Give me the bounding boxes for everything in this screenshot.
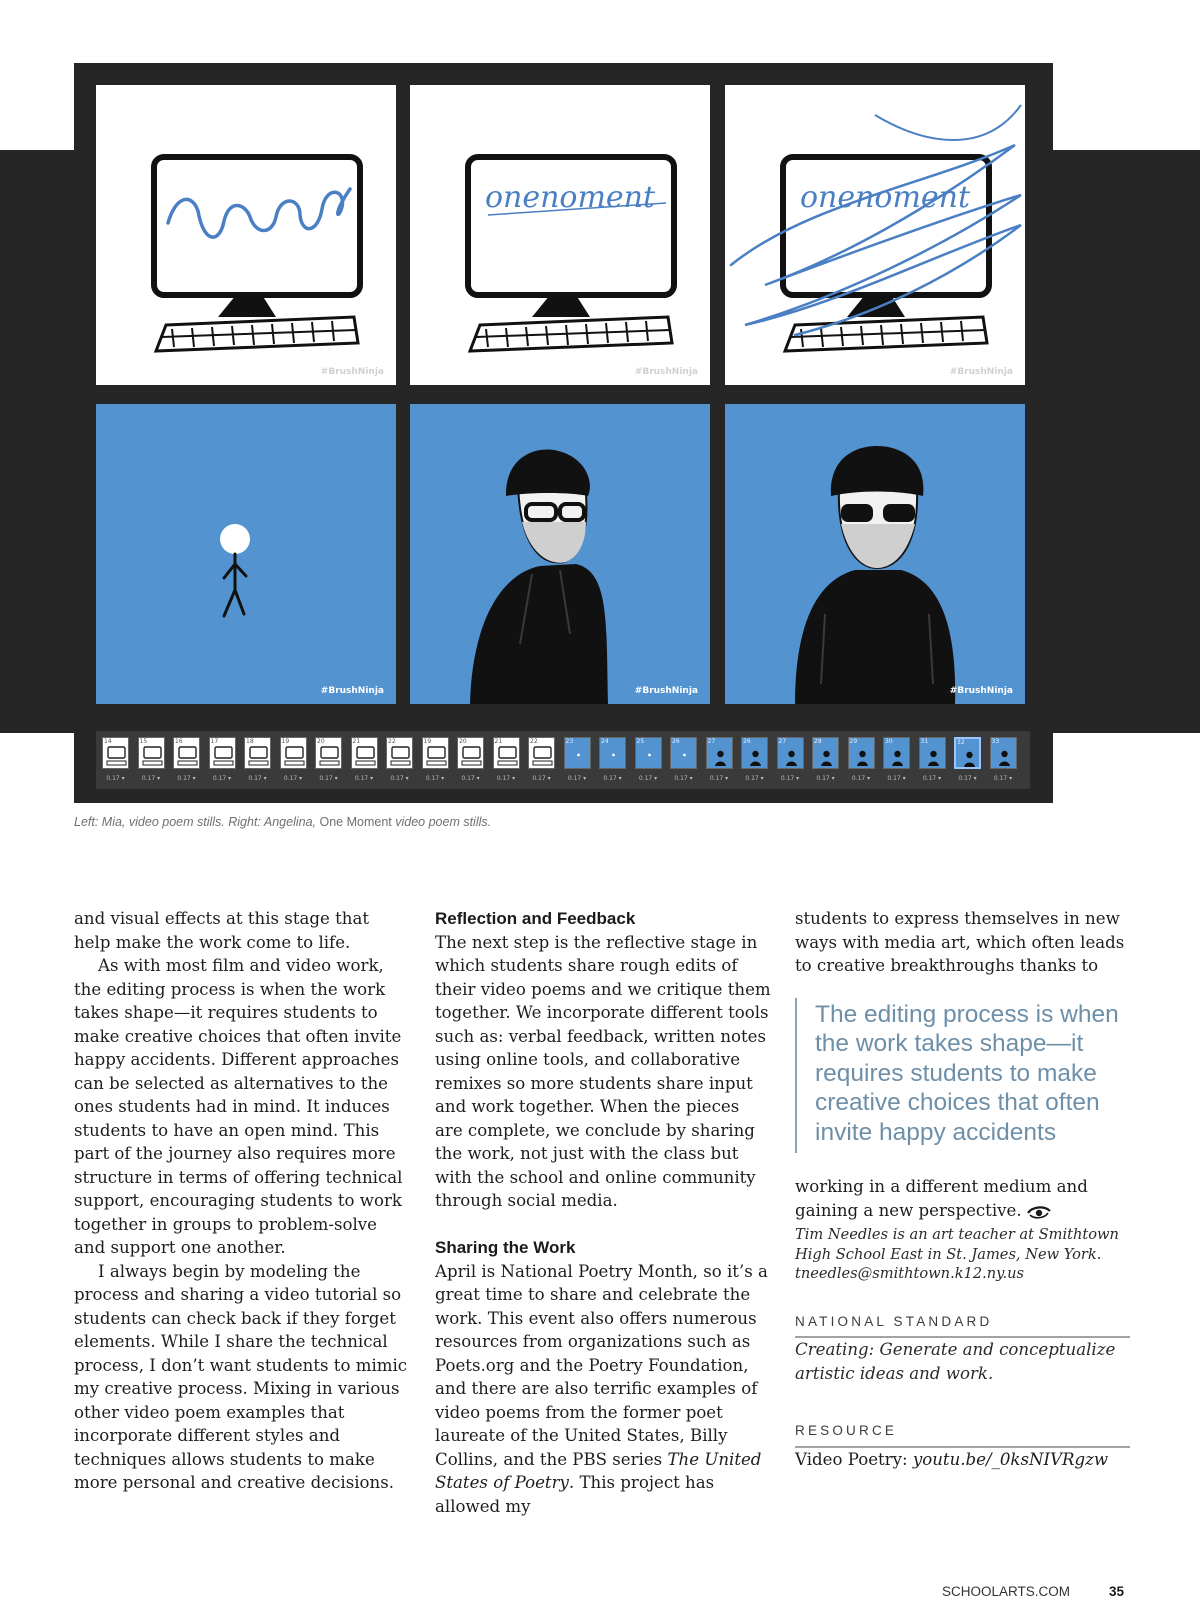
caption-text-2: video poem stills. — [391, 815, 492, 829]
timeline-frame-number: 22 — [388, 738, 396, 745]
timeline-frame-number: 27 — [707, 738, 716, 745]
page-number: 35 — [1109, 1584, 1125, 1599]
monitor-scribble-drawing — [96, 85, 396, 385]
timeline-frame-number: 29 — [849, 738, 858, 745]
timeline-frame[interactable] — [706, 737, 733, 769]
timeline-frame[interactable] — [422, 737, 449, 769]
timeline-frame-duration[interactable]: 0.17 ▾ — [283, 775, 303, 782]
timeline-frame[interactable] — [670, 737, 697, 769]
still-portrait-front — [725, 404, 1025, 704]
timeline-frame-duration[interactable]: 0.17 ▾ — [816, 775, 835, 782]
caption-work-title: One Moment — [319, 815, 392, 829]
timeline-frame-number: 26 — [672, 738, 680, 745]
timeline-frame-number: 17 — [210, 738, 219, 745]
section-heading-reflection: Reflection and Feedback — [435, 909, 636, 928]
brushninja-watermark: #BrushNinja — [320, 367, 384, 377]
still-monitor-onenoment — [410, 85, 710, 385]
timeline-frame[interactable] — [777, 737, 804, 769]
timeline-frame-duration[interactable]: 0.17 ▾ — [567, 775, 587, 782]
video-poem-figure — [74, 63, 1053, 803]
timeline-frame-number: 33 — [991, 738, 1000, 745]
monitor-onenoment-drawing — [410, 85, 710, 385]
resource-text — [795, 1448, 1130, 1472]
timeline-frame-duration[interactable]: 0.17 ▾ — [319, 775, 338, 782]
screen-handwriting: onenoment — [799, 180, 971, 215]
timeline-frame-number: 21 — [494, 738, 503, 745]
paragraph: I always begin by modeling the process and sharing a video tutorial so students can check back if they forget elements. While I share the technical process, I don’t want students to mimic my creative process. Mixing in various other video poem examples that incorporate different styles and techniques allows students to make more personal and creative decisions. — [74, 1261, 408, 1492]
timeline-frame-number: 14 — [104, 738, 112, 745]
timeline-frame-number: 21 — [352, 738, 361, 745]
brushninja-watermark: #BrushNinja — [634, 367, 698, 377]
monitor-scribbled-drawing — [725, 85, 1025, 385]
timeline-frame[interactable] — [138, 737, 165, 769]
timeline-frame-number: 22 — [530, 738, 538, 745]
portrait-front-drawing — [725, 404, 1025, 704]
timeline-frame-duration[interactable]: 0.17 ▾ — [425, 775, 445, 782]
timeline-frame-number: 20 — [459, 738, 467, 745]
timeline-frame-number: 16 — [175, 738, 183, 745]
timeline-frame-number: 19 — [423, 738, 432, 745]
timeline-frame[interactable] — [315, 737, 342, 769]
timeline-frame-number: 27 — [778, 738, 787, 745]
timeline-frame[interactable] — [244, 737, 271, 769]
brushninja-watermark: #BrushNinja — [634, 686, 698, 696]
timeline-frame-number: 24 — [601, 738, 609, 745]
timeline-frame-duration[interactable]: 0.17 ▾ — [674, 775, 693, 782]
timeline-frame[interactable] — [528, 737, 555, 769]
brushninja-watermark: #BrushNinja — [949, 367, 1013, 377]
series-title: The United States of Poetry — [435, 1449, 762, 1492]
timeline-frame-number: 19 — [281, 738, 290, 745]
national-standard-label: NATIONAL STANDARD — [795, 1310, 1130, 1339]
timeline-frame-number: 23 — [565, 738, 574, 745]
timeline-frame[interactable] — [351, 737, 378, 769]
eye-end-mark-icon — [1026, 1202, 1052, 1226]
timeline-frame[interactable] — [599, 737, 626, 769]
screen-handwriting: onenoment — [484, 180, 656, 215]
timeline-frame[interactable] — [812, 737, 839, 769]
timeline-frame-duration[interactable]: 0.17 ▾ — [390, 775, 409, 782]
pull-quote: The editing process is when the work takes shape—it requires students to make creative choices that often invite happy accidents — [795, 998, 1130, 1154]
timeline-frame-duration[interactable]: 0.17 ▾ — [212, 775, 232, 782]
paragraph — [435, 1260, 771, 1519]
timeline-frame-number: 15 — [139, 738, 148, 745]
timeline-frame[interactable] — [493, 737, 520, 769]
timeline-frame-duration[interactable]: 0.17 ▾ — [922, 775, 942, 782]
timeline-frame-duration[interactable]: 0.17 ▾ — [354, 775, 374, 782]
timeline-frame-number: 26 — [743, 738, 751, 745]
timeline-frame-duration[interactable]: 0.17 ▾ — [532, 775, 551, 782]
article-column-2 — [435, 907, 771, 1518]
timeline-frame-duration[interactable]: 0.17 ▾ — [461, 775, 480, 782]
timeline-frame-duration[interactable]: 0.17 ▾ — [887, 775, 906, 782]
resource-label: RESOURCE — [795, 1419, 1130, 1448]
figure-caption — [74, 815, 491, 829]
timeline-frame[interactable] — [457, 737, 484, 769]
caption-text-1: Left: Mia, video poem stills. Right: Angelina, — [74, 815, 320, 829]
brushninja-watermark: #BrushNinja — [949, 686, 1013, 696]
paragraph-text: . This project has allowed my — [435, 1473, 715, 1516]
timeline-frame-duration[interactable]: 0.17 ▾ — [993, 775, 1013, 782]
spacer — [435, 1213, 771, 1237]
timeline-frame-number: 31 — [920, 738, 929, 745]
still-portrait-side — [410, 404, 710, 704]
timeline-frame-duration[interactable]: 0.17 ▾ — [106, 775, 125, 782]
paragraph: As with most film and video work, the editing process is when the work takes shape—it requires students to make creative choices that often invite happy accidents. Different approaches can be selected as alternatives to the ones students had in mind. It induces students to have an open mind. This part of the journey also requires more structure in terms of offering technical support, encouraging students to work together in groups to problem-solve and support one another. — [74, 956, 403, 1257]
timeline-frame-number: 32 — [957, 739, 965, 746]
timeline-frame-number: 18 — [246, 738, 254, 745]
timeline-frame[interactable] — [883, 737, 910, 769]
still-stick-figure — [96, 404, 396, 704]
timeline-frame[interactable] — [173, 737, 200, 769]
timeline-frame[interactable] — [280, 737, 307, 769]
paragraph: students to express themselves in new ways with media art, which often leads to creative breakthroughs thanks to — [795, 909, 1125, 975]
timeline-frame[interactable] — [386, 737, 413, 769]
paragraph: and visual effects at this stage that help make the work come to life. — [74, 909, 370, 952]
timeline-frame[interactable] — [741, 737, 768, 769]
timeline-frame-duration[interactable]: 0.17 ▾ — [496, 775, 516, 782]
timeline-frame[interactable] — [990, 737, 1017, 769]
still-monitor-scribbled-out — [725, 85, 1025, 385]
timeline-frame[interactable] — [102, 737, 129, 769]
paragraph — [795, 1175, 1130, 1225]
timeline-frame-duration[interactable]: 0.17 ▾ — [958, 775, 977, 782]
author-bio: Tim Needles is an art teacher at Smithtown High School East in St. James, New York. tneedles@smithtown.k12.ny.us — [795, 1226, 1119, 1282]
timeline-frame[interactable] — [919, 737, 946, 769]
timeline-frame[interactable] — [564, 737, 591, 769]
timeline-frame-number: 30 — [885, 738, 893, 745]
paragraph-text: April is National Poetry Month, so it’s a great time to share and celebrate the work. This event also offers numerous resources from organizations such as Poets.org and the Poetry Foundation, and there are also terrific examples of video poems from the former poet laureate of the United States, Billy Collins, and the PBS series — [435, 1261, 768, 1469]
timeline-frame-duration[interactable]: 0.17 ▾ — [780, 775, 800, 782]
timeline-frame[interactable] — [209, 737, 236, 769]
timeline-frame-duration[interactable]: 0.17 ▾ — [141, 775, 161, 782]
timeline-frame[interactable] — [635, 737, 662, 769]
paragraph-text: working in a different medium and gaining a new perspective. — [795, 1177, 1088, 1220]
timeline-frame-duration[interactable]: 0.17 ▾ — [709, 775, 729, 782]
timeline-frame-duration[interactable]: 0.17 ▾ — [603, 775, 622, 782]
resource-prefix: Video Poetry: — [795, 1449, 913, 1469]
timeline-frame-number: 25 — [636, 738, 645, 745]
timeline-frame[interactable] — [954, 737, 981, 769]
stick-figure-drawing — [96, 404, 396, 704]
animation-timeline[interactable] — [96, 731, 1030, 789]
portrait-side-drawing — [410, 404, 710, 704]
resource-link[interactable]: youtu.be/_0ksNIVRgzw — [912, 1449, 1109, 1469]
footer-site-name: SCHOOLARTS.COM — [942, 1584, 1071, 1599]
section-heading-sharing: Sharing the Work — [435, 1238, 576, 1257]
timeline-frame-duration[interactable]: 0.17 ▾ — [248, 775, 267, 782]
brushninja-watermark: #BrushNinja — [320, 686, 384, 696]
national-standard-text: Creating: Generate and conceptualize artistic ideas and work. — [795, 1340, 1116, 1383]
timeline-frame-number: 28 — [814, 738, 822, 745]
timeline-frame-duration[interactable]: 0.17 ▾ — [638, 775, 658, 782]
article-column-1 — [74, 907, 410, 1495]
paragraph: The next step is the reflective stage in which students share rough edits of their video poems and we critique them together. We incorporate different tools such as: verbal feedback, written notes using online tools, and collaborative remixes so more students share input and work together. When the pieces are complete, we conclude by sharing the work, not just with the class but with the school and online community through social media. — [435, 932, 771, 1210]
timeline-frame-duration[interactable]: 0.17 ▾ — [851, 775, 871, 782]
still-monitor-scribble — [96, 85, 396, 385]
timeline-frame-duration[interactable]: 0.17 ▾ — [745, 775, 764, 782]
timeline-frame[interactable] — [848, 737, 875, 769]
article-column-3 — [795, 907, 1130, 1471]
timeline-frame-duration[interactable]: 0.17 ▾ — [177, 775, 196, 782]
timeline-frame-number: 20 — [317, 738, 325, 745]
